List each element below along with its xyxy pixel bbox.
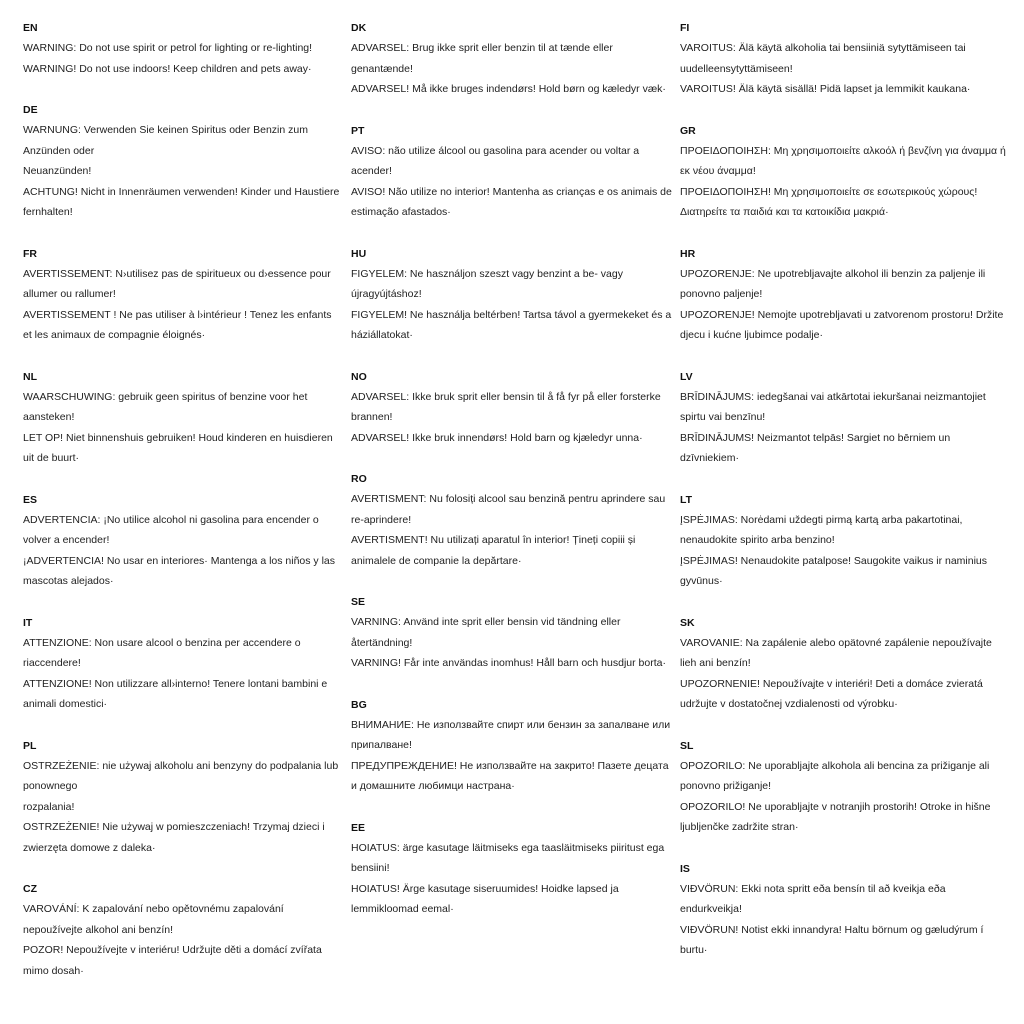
warning-text: OPOZORILO: Ne uporabljajte alkohola ali bencina za prižiganje ali ponovno prižiganje! — [680, 759, 990, 792]
language-code: HU — [351, 247, 367, 260]
warning-text: OSTRZEŻENIE! Nie używaj w pomieszczeniach! Trzymaj dzieci i zwierzęta domowe z daleka· — [23, 821, 325, 854]
language-block-fr — [23, 244, 343, 346]
warning-text: VAROITUS: Älä käytä alkoholia tai bensiiniä sytyttämiseen tai uudelleensytyttämiseen! — [680, 42, 966, 75]
language-block-nl — [23, 367, 343, 469]
language-block-is — [680, 859, 1006, 961]
language-block-ro — [351, 469, 673, 571]
warning-text: ATTENZIONE: Non usare alcool o benzina per accendere o riaccendere! — [23, 636, 301, 669]
warning-text: ACHTUNG! Nicht in Innenräumen verwenden! Kinder und Haustiere fernhalten! — [23, 185, 340, 218]
language-code: SK — [680, 616, 695, 629]
language-block-fi — [680, 18, 1006, 100]
block-spacer — [23, 346, 343, 367]
warning-text: ĮSPĖJIMAS: Norėdami uždegti pirmą kartą arba pakartotinai, nenaudokite spirito arba benzino! — [680, 513, 963, 546]
warning-text: WAARSCHUWING: gebruik geen spiritus of benzine voor het aansteken! — [23, 390, 308, 423]
warning-text: WARNUNG: Verwenden Sie keinen Spiritus oder Benzin zum Anzünden oder — [23, 124, 308, 157]
language-code: ES — [23, 493, 38, 506]
language-code: DK — [351, 22, 367, 34]
language-code: CZ — [23, 883, 37, 895]
block-spacer — [23, 469, 343, 490]
language-code: EN — [23, 22, 38, 34]
language-code: NL — [23, 370, 37, 383]
warning-text: OSTRZEŻENIE: nie używaj alkoholu ani benzyny do podpalania lub ponownego — [23, 759, 339, 792]
column-2 — [351, 18, 673, 920]
language-code: HR — [680, 247, 696, 260]
language-code: SL — [680, 739, 694, 752]
block-spacer — [23, 858, 343, 879]
warning-text: AVISO: não utilize álcool ou gasolina para acender ou voltar a acender! — [351, 144, 640, 177]
block-spacer — [351, 448, 673, 469]
warning-text: LET OP! Niet binnenshuis gebruiken! Houd kinderen en huisdieren uit de buurt· — [23, 431, 333, 464]
language-code: PL — [23, 739, 37, 752]
warning-text: ADVARSEL! Må ikke bruges indendørs! Hold børn og kæledyr væk· — [351, 83, 666, 95]
language-code: BG — [351, 698, 367, 711]
warning-text: FIGYELEM: Ne használjon szeszt vagy benzint a be- vagy újragyújtáshoz! — [351, 267, 623, 300]
language-block-gr — [680, 121, 1006, 223]
language-code: IS — [680, 862, 690, 875]
language-block-sk — [680, 613, 1006, 715]
warning-text: VAROVÁNÍ: K zapalování nebo opětovnému zapalování nepoužívejte alkohol ani benzín! — [23, 903, 284, 936]
language-block-en — [23, 18, 343, 79]
warning-text: VIÐVÖRUN! Notist ekki innandyra! Haltu börnum og gæludýrum í burtu· — [680, 923, 984, 956]
warning-text: HOIATUS! Ärge kasutage siseruumides! Hoidke lapsed ja lemmikloomad eemal· — [351, 882, 619, 915]
language-code: RO — [351, 473, 367, 485]
block-spacer — [351, 223, 673, 244]
warning-text: VARNING! Får inte användas inomhus! Håll barn och husdjur borta· — [351, 657, 666, 669]
warning-text: ADVERTENCIA: ¡No utilice alcohol ni gasolina para encender o volver a encender! — [23, 513, 319, 546]
column-1 — [23, 18, 343, 981]
warning-text: UPOZORENJE! Nemojte upotrebljavati u zatvorenom prostoru! Držite djecu i kućne ljubimce podalje· — [680, 308, 1004, 341]
warning-text: BRĪDINĀJUMS! Neizmantot telpās! Sargiet no bērniem un dzīvniekiem· — [680, 431, 951, 464]
block-spacer — [680, 223, 1006, 244]
language-block-de — [23, 100, 343, 223]
block-spacer — [351, 346, 673, 367]
language-code: FR — [23, 247, 37, 260]
warning-text: ¡ADVERTENCIA! No usar en interiores· Mantenga a los niños y las mascotas alejados· — [23, 554, 336, 587]
block-spacer — [680, 100, 1006, 121]
language-code: SE — [351, 596, 366, 608]
language-block-ee — [351, 818, 673, 920]
warning-text: ΠΡΟΕΙΔΟΠΟΙΗΣΗ: Μη χρησιμοποιείτε αλκοόλ ή βενζίνη για άναμμα ή εκ νέου άναμμα! — [680, 144, 1006, 177]
warning-text: UPOZORENJE: Ne upotrebljavajte alkohol ili benzin za paljenje ili ponovno paljenje! — [680, 267, 986, 300]
warning-text: AVERTISSEMENT: N›utilisez pas de spiritueux ou d›essence pour allumer ou rallumer! — [23, 267, 331, 300]
language-block-se — [351, 592, 673, 674]
warning-text: HOIATUS: ärge kasutage läitmiseks ega taasläitmiseks piiritust ega bensiini! — [351, 841, 665, 874]
warning-text: FIGYELEM! Ne használja beltérben! Tartsa távol a gyermekeket és a háziállatokat· — [351, 308, 672, 341]
language-block-es — [23, 490, 343, 592]
block-spacer — [351, 797, 673, 818]
block-spacer — [680, 346, 1006, 367]
warning-text: ADVARSEL: Ikke bruk sprit eller bensin til å få fyr på eller forsterke brannen! — [351, 390, 661, 423]
language-code: LT — [680, 493, 693, 506]
language-block-pt — [351, 121, 673, 223]
block-spacer — [351, 674, 673, 695]
language-block-cz — [23, 879, 343, 981]
warning-text: ATTENZIONE! Non utilizzare all›interno! Tenere lontani bambini e animali domestici· — [23, 677, 328, 710]
warning-text: rozpalania! — [23, 800, 75, 813]
block-spacer — [680, 592, 1006, 613]
block-spacer — [680, 838, 1006, 859]
language-block-it — [23, 613, 343, 715]
warning-text: AVERTISMENT: Nu folosiți alcool sau benzină pentru aprindere sau re-aprindere! — [351, 493, 666, 526]
warning-text: ВНИМАНИЕ: Не използвайте спирт или бензин за запалване или припалване! — [351, 718, 671, 751]
warning-text: UPOZORNENIE! Nepoužívajte v interiéri! Deti a domáce zvieratá udržujte v dostatočnej vzdialenosti od výrobku· — [680, 677, 983, 710]
language-block-dk — [351, 18, 673, 100]
warning-text: AVERTISMENT! Nu utilizați aparatul în interior! Țineți copiii și animalele de companie la depărtare· — [351, 534, 636, 567]
block-spacer — [23, 592, 343, 613]
block-spacer — [351, 100, 673, 121]
language-block-pl — [23, 736, 343, 859]
warning-text: ADVARSEL: Brug ikke sprit eller benzin til at tænde eller genantænde! — [351, 42, 613, 75]
block-spacer — [680, 469, 1006, 490]
language-code: PT — [351, 124, 365, 137]
language-code: DE — [23, 104, 38, 116]
language-block-no — [351, 367, 673, 449]
language-code: IT — [23, 616, 33, 629]
warning-text: VAROITUS! Älä käytä sisällä! Pidä lapset ja lemmikit kaukana· — [680, 83, 971, 95]
language-code: GR — [680, 124, 696, 137]
language-block-lt — [680, 490, 1006, 592]
warning-text: WARNING! Do not use indoors! Keep children and pets away· — [23, 62, 312, 75]
language-block-sl — [680, 736, 1006, 838]
warning-text: OPOZORILO! Ne uporabljajte v notranjih prostorih! Otroke in hišne ljubljenčke zadržite stran· — [680, 800, 991, 833]
warning-text: POZOR! Nepoužívejte v interiéru! Udržujte děti a domácí zvířata mimo dosah· — [23, 944, 322, 977]
language-block-hu — [351, 244, 673, 346]
warning-text: Neuanzünden! — [23, 165, 92, 177]
warning-text: VARNING: Använd inte sprit eller bensin vid tändning eller återtändning! — [351, 616, 621, 649]
warning-text: VIÐVÖRUN: Ekki nota spritt eða bensín til að kveikja eða endurkveikja! — [680, 882, 946, 915]
block-spacer — [23, 715, 343, 736]
block-spacer — [23, 79, 343, 100]
warning-text: ПРЕДУПРЕЖДЕНИЕ! Не използвайте на закрито! Пазете децата и домашните любимци настрана· — [351, 759, 669, 792]
warning-text: VAROVANIE: Na zapálenie alebo opätovné zapálenie nepoužívajte lieh ani benzín! — [680, 636, 992, 669]
block-spacer — [351, 571, 673, 592]
column-3 — [680, 18, 1006, 961]
warning-text: WARNING: Do not use spirit or petrol for lighting or re-lighting! — [23, 42, 313, 54]
warning-text: ΠΡΟΕΙΔΟΠΟΙΗΣΗ! Μη χρησιμοποιείτε σε εσωτερικούς χώρους! Διατηρείτε τα παιδιά και τα κατοικίδια μακριά· — [680, 185, 978, 218]
warning-text: AVERTISSEMENT ! Ne pas utiliser à l›intérieur ! Tenez les enfants et les animaux de compagnie éloignés· — [23, 308, 332, 341]
warning-text: AVISO! Não utilize no interior! Mantenha as crianças e os animais de estimação afastados· — [351, 185, 672, 218]
block-spacer — [680, 715, 1006, 736]
language-block-hr — [680, 244, 1006, 346]
language-block-bg — [351, 695, 673, 797]
language-code: LV — [680, 370, 693, 383]
language-code: NO — [351, 370, 367, 383]
language-block-lv — [680, 367, 1006, 469]
block-spacer — [23, 223, 343, 244]
language-code: FI — [680, 22, 690, 34]
warning-text: ĮSPĖJIMAS! Nenaudokite patalpose! Saugokite vaikus ir naminius gyvūnus· — [680, 554, 987, 587]
warning-text: ADVARSEL! Ikke bruk innendørs! Hold barn og kjæledyr unna· — [351, 431, 643, 444]
language-code: EE — [351, 821, 366, 834]
warning-text: BRĪDINĀJUMS: iedegšanai vai atkārtotai iekuršanai neizmantojiet spirtu vai benzīnu! — [680, 390, 986, 423]
